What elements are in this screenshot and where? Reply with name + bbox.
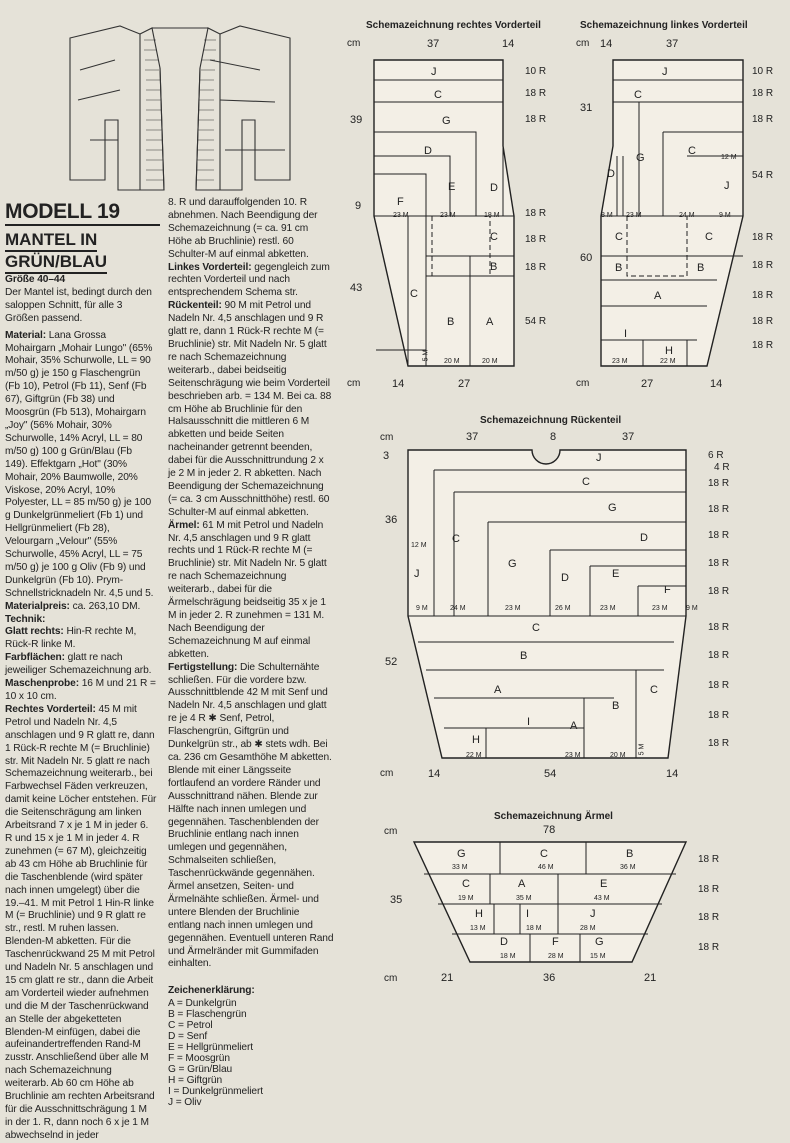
lv-count: 23 M bbox=[612, 358, 628, 365]
rt-dim: 36 bbox=[385, 514, 398, 526]
fs-heading: Fertigstellung: bbox=[168, 661, 238, 673]
lv-rows: 18 R bbox=[752, 290, 774, 301]
ae-count: 36 M bbox=[620, 864, 636, 871]
lv-letter: C bbox=[615, 231, 623, 243]
lv-letter: J bbox=[662, 66, 668, 78]
ae-rows: 18 R bbox=[698, 942, 720, 953]
rt-letter: F bbox=[664, 584, 671, 596]
rt-letter: I bbox=[527, 716, 531, 728]
probe-text: 16 M und 21 R = 10 x 10 cm. bbox=[5, 678, 156, 702]
intro-text: Der Mantel ist, bedingt durch den saloppen Schnitt, für alle 3 Größen passend. bbox=[5, 286, 152, 324]
ae-letter: H bbox=[475, 908, 483, 920]
rt-count: 9 M bbox=[686, 605, 698, 612]
ae-letter: I bbox=[526, 908, 530, 920]
model-subtitle bbox=[5, 230, 107, 274]
rv-dim: 9 bbox=[355, 200, 362, 212]
lv-count: 24 M bbox=[679, 212, 695, 219]
ae-dim: 21 bbox=[441, 972, 454, 984]
col2-continuation: 8. R und darauffolgenden 10. R abnehmen. Nach Beendigung der Schemazeichnung (= ca. 91 cm Höhe ab Bruchlinie) restl. 60 Schulter-M auf einmal abketten. bbox=[168, 197, 318, 260]
rv-letter: E bbox=[448, 181, 456, 193]
rt-letter: B bbox=[520, 650, 528, 662]
rt-letter: G bbox=[608, 502, 617, 514]
rv-count: 20 M bbox=[482, 358, 498, 365]
rt-rows: 4 R bbox=[714, 462, 730, 473]
lv-letter: I bbox=[624, 328, 628, 340]
rv-letter: F bbox=[397, 196, 404, 208]
price-text: ca. 263,10 DM. bbox=[72, 600, 141, 612]
ae-count: 33 M bbox=[452, 864, 468, 871]
schema-ae-diagram bbox=[410, 838, 690, 968]
lv-dim: 60 bbox=[580, 252, 593, 264]
ae-text: 61 M mit Petrol und Nadeln Nr. 4,5 anschlagen und 9 R glatt rechts und 1 Rück-R rechte M (= Bruchlinie) str. Mit Nadeln Nr. 5 glatt re nach Schemazeichnung weiterarb., dabei für die Ärmelschrägung beidseitig 35 x je 1 M in jeder 2. R zunehmen = 131 M. Nach Beendigung der Schemazeichnung M auf einmal abketten. bbox=[168, 519, 327, 660]
ae-dim: 21 bbox=[644, 972, 657, 984]
rt-letter: C bbox=[452, 533, 460, 545]
lv-rows: 18 R bbox=[752, 316, 774, 327]
ae-letter: G bbox=[457, 848, 466, 860]
rt-letter: E bbox=[612, 568, 620, 580]
rt-cm-bottom: cm bbox=[380, 768, 394, 779]
instructions-column-2 bbox=[168, 197, 334, 1108]
rv-count: 18 M bbox=[484, 212, 500, 219]
legend-item: H = Giftgrün bbox=[168, 1075, 223, 1087]
rt-rows: 18 R bbox=[708, 680, 730, 691]
ae-letter: G bbox=[595, 936, 604, 948]
lv-rows: 10 R bbox=[752, 66, 774, 77]
rt-rows: 18 R bbox=[708, 558, 730, 569]
rt-dim: 37 bbox=[466, 431, 479, 443]
lv-rows: 18 R bbox=[752, 260, 774, 271]
ae-letter: J bbox=[590, 908, 596, 920]
rt-rows: 18 R bbox=[708, 586, 730, 597]
ae-dim: 35 bbox=[390, 894, 403, 906]
rt-letter: J bbox=[414, 568, 420, 580]
lv-cm-top: cm bbox=[576, 38, 590, 49]
lv-count: 22 M bbox=[660, 358, 676, 365]
ae-count: 13 M bbox=[470, 925, 486, 932]
rv-dim: 37 bbox=[427, 38, 440, 50]
lv-letter: C bbox=[705, 231, 713, 243]
ae-cm-bottom: cm bbox=[384, 973, 398, 984]
subtitle-line1: MANTEL IN bbox=[5, 230, 97, 252]
farb-text: glatt re nach jeweiliger Schemazeichnung arb. bbox=[5, 652, 152, 677]
ae-letter: D bbox=[500, 936, 508, 948]
rv-rows: 18 R bbox=[525, 262, 547, 273]
rv-cm-bottom: cm bbox=[347, 378, 361, 389]
ae-letter: A bbox=[518, 878, 526, 890]
rt-rows: 18 R bbox=[708, 710, 730, 721]
instructions-column-1 bbox=[5, 274, 157, 1143]
lv-cm-bottom: cm bbox=[576, 378, 590, 389]
ae-count: 18 M bbox=[526, 925, 542, 932]
ae-letter: B bbox=[626, 848, 634, 860]
glatt-heading: Glatt rechts: bbox=[5, 626, 64, 638]
rv-count: 5 M bbox=[422, 349, 430, 362]
rv-dim: 14 bbox=[502, 38, 515, 50]
rt-letter: C bbox=[650, 684, 658, 696]
rt-dim: 52 bbox=[385, 656, 398, 668]
rt-dim: 54 bbox=[544, 768, 557, 780]
ae-count: 46 M bbox=[538, 864, 554, 871]
rv-count: 20 M bbox=[444, 358, 460, 365]
rt-letter: C bbox=[532, 622, 540, 634]
rt-rows: 18 R bbox=[708, 738, 730, 749]
lv-letter: D bbox=[607, 168, 615, 180]
rt-letter: H bbox=[472, 734, 480, 746]
rt-dim: 14 bbox=[428, 768, 441, 780]
lv-text: gegengleich zum rechten Vorderteil und nach entsprechendem Schema str. bbox=[168, 261, 330, 299]
lv-rows: 54 R bbox=[752, 170, 774, 181]
rv-letter: D bbox=[490, 182, 498, 194]
rt-count: 23 M bbox=[505, 605, 521, 612]
rv-letter: A bbox=[486, 316, 494, 328]
ae-rows: 18 R bbox=[698, 912, 720, 923]
ae-dim: 78 bbox=[543, 824, 556, 836]
rt-count: 5 M bbox=[638, 743, 646, 756]
lv-count: 23 M bbox=[626, 212, 642, 219]
rt-letter: A bbox=[570, 720, 578, 732]
legend-item: I = Dunkelgrünmeliert bbox=[168, 1086, 264, 1098]
ae-heading: Ärmel: bbox=[168, 519, 200, 531]
lv-letter: B bbox=[697, 262, 705, 274]
rv-letter: C bbox=[490, 231, 498, 243]
rv-rows: 18 R bbox=[525, 114, 547, 125]
ae-count: 43 M bbox=[594, 895, 610, 902]
rv-letter: B bbox=[490, 261, 498, 273]
rv-count: 23 M bbox=[393, 212, 409, 219]
farb-heading: Farbflächen: bbox=[5, 652, 65, 664]
ae-count: 35 M bbox=[516, 895, 532, 902]
rt-rows: 18 R bbox=[708, 650, 730, 661]
rv-count: 23 M bbox=[440, 212, 456, 219]
rt-letter: D bbox=[561, 572, 569, 584]
rt-rows: 6 R bbox=[708, 450, 724, 461]
ae-letter: C bbox=[540, 848, 548, 860]
legend-item: F = Moosgrün bbox=[168, 1053, 230, 1065]
rt-dim: 37 bbox=[622, 431, 635, 443]
lv-rows: 18 R bbox=[752, 114, 774, 125]
rt-count: 22 M bbox=[466, 752, 482, 759]
rt-text: 90 M mit Petrol und Nadeln Nr. 4,5 anschlagen und 9 R glatt re, dann 1 Rück-R rechte M (= Bruchlinie) str. Mit Nadeln Nr. 5 glatt re nach Schemazeichnung weiterarb., dabei beidseitig Seitenschrägung wie beim Vorderteil beschrieben arb. = 134 M. Bei ca. 88 cm Höhe ab Bruchlinie für den Halsausschnitt die mittleren 6 M abketten und beide Seiten nacheinander getrennt beenden, dabei für die Ausschnittrundung 2 x je 2 M in jeder 2. R abketten. Nach Beendigung der Schemazeichnung (= ca. 3 cm Ausschnitthöhe) restl. 60 Schulter-M auf einmal abketten. bbox=[168, 300, 332, 518]
legend-item: B = Flaschengrün bbox=[168, 1009, 247, 1021]
rt-dim: 3 bbox=[383, 450, 390, 462]
probe-heading: Maschenprobe: bbox=[5, 678, 79, 690]
rt-dim: 14 bbox=[666, 768, 679, 780]
rv-rows: 10 R bbox=[525, 66, 547, 77]
subtitle-line2: GRÜN/BLAU bbox=[5, 252, 107, 274]
coat-sketch bbox=[60, 20, 300, 200]
fs-text: Die Schulternähte schließen. Für die vordere bzw. Ausschnittblende 42 M mit Senf und Nadeln Nr. 4,5 anschlagen und glatt re je 4 R ✱ Senf, Petrol, Flaschengrün, Giftgrün und Dunkelgrün str., ab ✱ stets wdh. Bei ca. 236 cm Gesamthöhe M abketten. Blende mit einer Längsseite fortlaufend an vordere Ränder und Ausschnittrand nähen. Blende zur Hälfte nach innen umlegen und gegennähen. Taschenblenden der Bruchlinie entlang nach innen umlegen und gegennähen, Schmalseiten schließen, Taschenrückwände gegennähen. Ärmel ansetzen, Seiten- und Ärmelnähte schließen. Ärmel- und untere Blenden der Bruchlinie entlang nach innen umlegen und gegennähen. Eventuell unteren Rand und Ärmelränder mit Gummifaden einhalten. bbox=[168, 661, 334, 970]
ae-letter: E bbox=[600, 878, 608, 890]
rt-count: 24 M bbox=[450, 605, 466, 612]
lv-letter: A bbox=[654, 290, 662, 302]
lv-dim: 14 bbox=[600, 38, 613, 50]
schema-rt-diagram bbox=[404, 446, 694, 766]
rt-count: 23 M bbox=[565, 752, 581, 759]
rt-letter: C bbox=[582, 476, 590, 488]
rt-count: 23 M bbox=[600, 605, 616, 612]
rt-count: 9 M bbox=[416, 605, 428, 612]
legend-item: G = Grün/Blau bbox=[168, 1064, 233, 1076]
rv-dim: 39 bbox=[350, 114, 363, 126]
ae-count: 15 M bbox=[590, 953, 606, 960]
rv-rows: 18 R bbox=[525, 208, 547, 219]
price-heading: Materialpreis: bbox=[5, 600, 70, 612]
lv-letter: G bbox=[636, 152, 645, 164]
legend-item: E = Hellgrünmeliert bbox=[168, 1042, 254, 1054]
lv-letter: H bbox=[665, 345, 673, 357]
rv-letter: C bbox=[434, 89, 442, 101]
rt-letter: B bbox=[612, 700, 620, 712]
ae-rows: 18 R bbox=[698, 884, 720, 895]
rv-letter: B bbox=[447, 316, 455, 328]
rt-letter: J bbox=[596, 452, 602, 464]
rv-dim: 14 bbox=[392, 378, 405, 390]
rt-rows: 18 R bbox=[708, 478, 730, 489]
schema-title-rt: Schemazeichnung Rückenteil bbox=[480, 415, 622, 426]
lv-letter: C bbox=[688, 145, 696, 157]
rt-count: 12 M bbox=[411, 542, 427, 549]
rt-rows: 18 R bbox=[708, 622, 730, 633]
lv-dim: 31 bbox=[580, 102, 593, 114]
legend-title: Zeichenerklärung: bbox=[168, 985, 255, 997]
legend-item: J = Oliv bbox=[168, 1097, 202, 1109]
lv-count: 9 M bbox=[719, 212, 731, 219]
rt-heading: Rückenteil: bbox=[168, 300, 222, 312]
ae-cm-top: cm bbox=[384, 826, 398, 837]
rv-dim: 27 bbox=[458, 378, 471, 390]
rt-cm-top: cm bbox=[380, 432, 394, 443]
model-title-text: MODELL 19 bbox=[5, 200, 120, 223]
lv-rows: 18 R bbox=[752, 88, 774, 99]
rt-count: 20 M bbox=[610, 752, 626, 759]
legend-item: A = Dunkelgrün bbox=[168, 998, 237, 1010]
lv-rows: 18 R bbox=[752, 340, 774, 351]
material-heading: Material: bbox=[5, 329, 46, 341]
lv-letter: C bbox=[634, 89, 642, 101]
rv-cm-top: cm bbox=[347, 38, 361, 49]
ae-count: 28 M bbox=[548, 953, 564, 960]
ae-letter: C bbox=[462, 878, 470, 890]
rv-letter: D bbox=[424, 145, 432, 157]
ae-count: 18 M bbox=[500, 953, 516, 960]
lv-dim: 37 bbox=[666, 38, 679, 50]
model-title bbox=[5, 200, 160, 226]
glatt-text: Hin-R rechte M, Rück-R linke M. bbox=[5, 626, 137, 651]
rv-rows: 18 R bbox=[525, 234, 547, 245]
rt-letter: G bbox=[508, 558, 517, 570]
rv-dim: 43 bbox=[350, 282, 363, 294]
technique-heading: Technik: bbox=[5, 613, 46, 625]
lv-letter: J bbox=[724, 180, 730, 192]
rt-dim: 8 bbox=[550, 431, 557, 443]
lv-count: 8 M bbox=[601, 212, 613, 219]
rv-text: 45 M mit Petrol und Nadeln Nr. 4,5 anschlagen und 9 R glatt re, dann 1 Rück-R rechte M (= Bruchlinie) str. Mit Nadeln Nr. 5 glatt re nach Schemazeichnung weiterarb., bei Farbwechsel Fäden verkreuzen, damit keine Löcher entstehen. Für die Seitenschrägung am linken Arbeitsrand 7 x je 1 M in jeder 6. R und 15 x je 1 M in jeder 4. R zunehmen (= 67 M), gleichzeitig ab 43 cm Höhe ab Bruchlinie für die Taschenblende (wird später nach innen umgelegt) über die 19.–41. M mit Petrol 1 Hin-R linke M (= Bruchlinie) und 9 R glatt re str., restl. M ruhen lassen. Blenden-M abketten. Für die Taschenrückwand 25 M mit Petrol und Nadeln Nr. 5 anschlagen und 15 cm glatt re str., dann die Arbeit am Vorderteil wieder aufnehmen und die M der Taschenrückwand an Stelle der abgeketteten Blenden-M einfügen, dabei die aufeinandertreffenden Rand-M zusstr. Anschließend über alle M nach Schemazeichnung weiterarb. Ab 60 cm Höhe ab Bruchlinie am rechten Arbeitsrand für die Ausschnittschrägung 1 M in der 1. R, dann noch 6 x je 1 M abwechselnd in jeder bbox=[5, 703, 157, 1141]
ae-rows: 18 R bbox=[698, 854, 720, 865]
rv-rows: 54 R bbox=[525, 316, 547, 327]
rt-count: 23 M bbox=[652, 605, 668, 612]
schema-title-lv: Schemazeichnung linkes Vorderteil bbox=[580, 20, 748, 31]
material-text: Lana Grossa Mohairgarn „Mohair Lungo" (65% Mohair, 35% Schurwolle, LL = 90 m/50 g) je 150 g Flaschengrün (Fb 10), Petrol (Fb 11), Senf (Fb 67), Giftgrün (Fb 38) und Moosgrün (Fb 513), Mohairgarn „Joy" (56% Mohair, 30% Schurwolle, 14% Acryl, LL = 80 m/50 g) 100 g Grün/Blau (Fb 149). Effektgarn „Hot" (30% Mohair, 20% Baumwolle, 20% Viskose, 20% Acryl, 10% Polyester, LL = 85 m/50 g) je 100 g Dunkelgrünmeliert (Fb 1) und Hellgrünmeliert (Fb 28), Velourgarn „Velour" (55% Schurwolle, 45% Acryl, LL = 75 m/50 g) je 100 g Oliv (Fb 9) und Dunkelgrün (Fb 10). Prym-Schnellstricknadeln Nr. 4,5 und 5. bbox=[5, 329, 154, 599]
rt-rows: 18 R bbox=[708, 504, 730, 515]
lv-letter: B bbox=[615, 262, 623, 274]
ae-count: 19 M bbox=[458, 895, 474, 902]
rv-letter: C bbox=[410, 288, 418, 300]
rt-letter: A bbox=[494, 684, 502, 696]
rt-letter: D bbox=[640, 532, 648, 544]
lv-rows: 18 R bbox=[752, 232, 774, 243]
size-heading: Größe 40–44 bbox=[5, 274, 66, 285]
legend-list bbox=[168, 998, 334, 1108]
rt-count: 26 M bbox=[555, 605, 571, 612]
rv-rows: 18 R bbox=[525, 88, 547, 99]
lv-count: 12 M bbox=[721, 154, 737, 161]
rv-letter: J bbox=[431, 66, 437, 78]
schema-title-ae: Schemazeichnung Ärmel bbox=[494, 811, 613, 822]
legend-item: D = Senf bbox=[168, 1031, 208, 1043]
schema-title-rv: Schemazeichnung rechtes Vorderteil bbox=[366, 20, 541, 31]
legend-item: C = Petrol bbox=[168, 1020, 213, 1032]
ae-letter: F bbox=[552, 936, 559, 948]
ae-dim: 36 bbox=[543, 972, 556, 984]
rv-heading: Rechtes Vorderteil: bbox=[5, 703, 96, 715]
lv-dim: 14 bbox=[710, 378, 723, 390]
rt-rows: 18 R bbox=[708, 530, 730, 541]
lv-heading: Linkes Vorderteil: bbox=[168, 261, 252, 273]
rv-letter: G bbox=[442, 115, 451, 127]
lv-dim: 27 bbox=[641, 378, 654, 390]
ae-count: 28 M bbox=[580, 925, 596, 932]
